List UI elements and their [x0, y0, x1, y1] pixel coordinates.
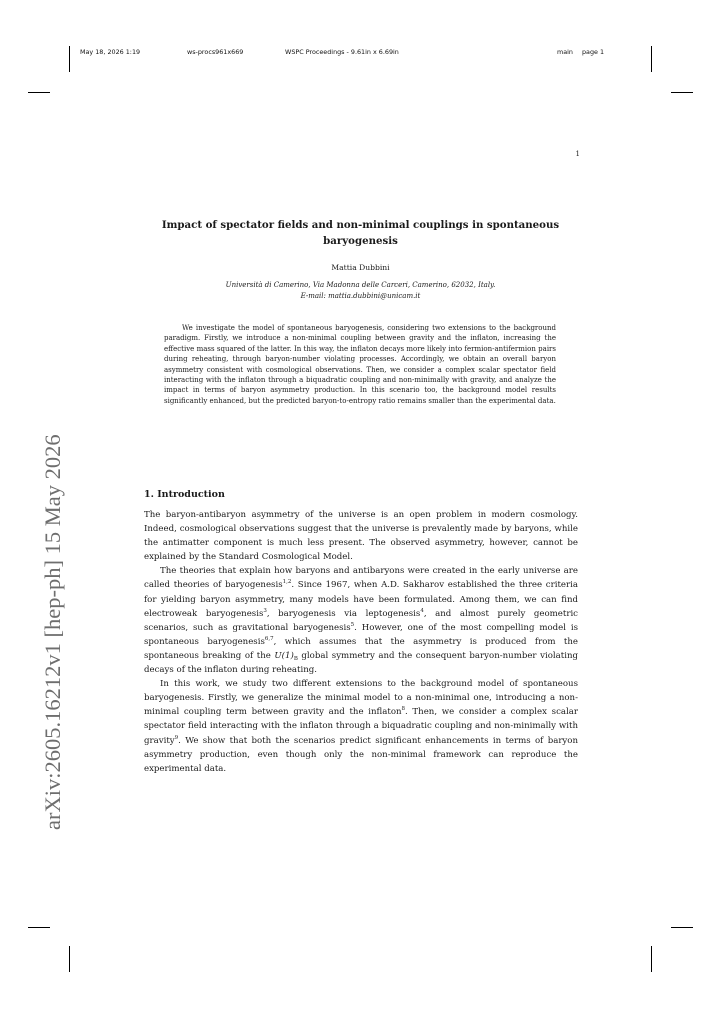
citation-4: 4	[420, 607, 424, 614]
paragraph-3-text: . Then, we consider a complex scalar spectator field interacting with the inflaton through a biquadratic coupling and non-minimally with gravity	[144, 707, 578, 746]
crop-mark-top-right-h	[671, 92, 693, 93]
citation-8: 8	[401, 706, 406, 713]
abstract	[164, 323, 556, 406]
paper-affiliation: Università di Camerino, Via Madonna delle Carceri, Camerino, 62032, Italy.	[225, 281, 496, 289]
paragraph-2-text: . Since 1967, when A.D. Sakharov established the three criteria for yielding baryon asymmetry, many models have been formulated. Among them, we can find electroweak baryogenesis	[144, 580, 578, 619]
paper-affiliation-block	[150, 280, 571, 302]
crop-mark-top-left-v	[69, 46, 70, 72]
paragraph-2-text: , and almost purely geometric scenarios, such as gravitational baryogenesis	[144, 608, 578, 633]
paragraph-3-text: In this work, we study two different extensions to the background model of spontaneous baryogenesis. Firstly, we generalize the minimal model to a non-minimal one, introducing a non-minimal coupling term between gravity and the inflaton	[144, 679, 578, 718]
header-filename: ws-procs961x669	[187, 48, 244, 56]
paper-title: Impact of spectator fields and non-minimal couplings in spontaneous baryogenesis	[161, 219, 560, 247]
citation-5: 5	[350, 621, 355, 628]
citation-9: 9	[174, 734, 179, 741]
crop-mark-bottom-left-v	[69, 946, 70, 972]
citation-1-2: 1,2	[282, 579, 292, 586]
arxiv-sidebar-id: arXiv:2605.16212v1 [hep-ph] 15 May 2026	[40, 434, 65, 830]
citation-3: 3	[263, 607, 267, 614]
citation-6-7: 6,7	[264, 635, 274, 642]
header-main: main	[557, 48, 573, 56]
paragraph-2	[144, 564, 578, 677]
paragraph-2-text: . However, one of the most compelling model is spontaneous baryogenesis	[144, 622, 578, 647]
crop-mark-top-right-v	[651, 46, 652, 72]
crop-mark-bottom-left-h	[28, 927, 50, 928]
paper-author: Mattia Dubbini	[331, 263, 390, 272]
math-u1-subscript: B	[293, 655, 298, 662]
abstract-text: We investigate the model of spontaneous baryogenesis, considering two extensions to the background paradigm. Firstly, we introduce a non-minimal coupling between gravity and the inflaton, increasing the effective mass squared of the latter. In this way, the inflaton decays more likely into fermion-antifermion pairs during reheating, through baryon-number violating processes. Accordingly, we obtain an overall baryon asymmetry consistent with cosmological observations. Then, we consider a complex scalar spectator field interacting with the inflaton through a biquadratic coupling and non-minimally with gravity, and analyze the impact in terms of baryon asymmetry production. In this scenario too, the background model results significantly enhanced, but the predicted baryon-to-entropy ratio remains smaller than the experimental data.	[164, 324, 556, 405]
page-number: 1	[575, 150, 580, 158]
paragraph-1: The baryon-antibaryon asymmetry of the universe is an open problem in modern cosmology. Indeed, cosmological observations suggest that the universe is prevalently made by baryons, while the antimatter component is much less present. The observed asymmetry, however, cannot be explained by the Standard Cosmological Model.	[144, 510, 578, 563]
crop-mark-bottom-right-h	[671, 927, 693, 928]
paper-email: E-mail: mattia.dubbini@unicam.it	[300, 292, 421, 300]
paragraph-2-text: , which assumes that the asymmetry is produced from the spontaneous breaking of the	[144, 636, 578, 661]
header-page: page 1	[582, 48, 605, 56]
paragraph-2-text: The theories that explain how baryons and antibaryons were created in the early universe are called theories of baryogenesis	[144, 566, 578, 591]
header-date: May 18, 2026 1:19	[80, 48, 141, 56]
paragraph-3-text: . We show that both the scenarios predict significant enhancements in terms of baryon asymmetry production, even though only the non-minimal framework can reproduce the experimental data.	[144, 735, 578, 774]
math-u1: U(1)	[274, 650, 294, 661]
body-text	[144, 508, 578, 776]
section-title: 1. Introduction	[144, 489, 225, 500]
crop-mark-bottom-right-v	[651, 946, 652, 972]
paragraph-2-text: , baryogenesis via leptogenesis	[266, 608, 421, 619]
paragraph-2-text: global symmetry and the consequent baryon-number violating decays of the inflaton during reheating.	[144, 650, 578, 676]
paragraph-3	[144, 677, 578, 776]
header-proceedings: WSPC Proceedings - 9.61in x 6.69in	[285, 48, 399, 56]
crop-mark-top-left-h	[28, 92, 50, 93]
